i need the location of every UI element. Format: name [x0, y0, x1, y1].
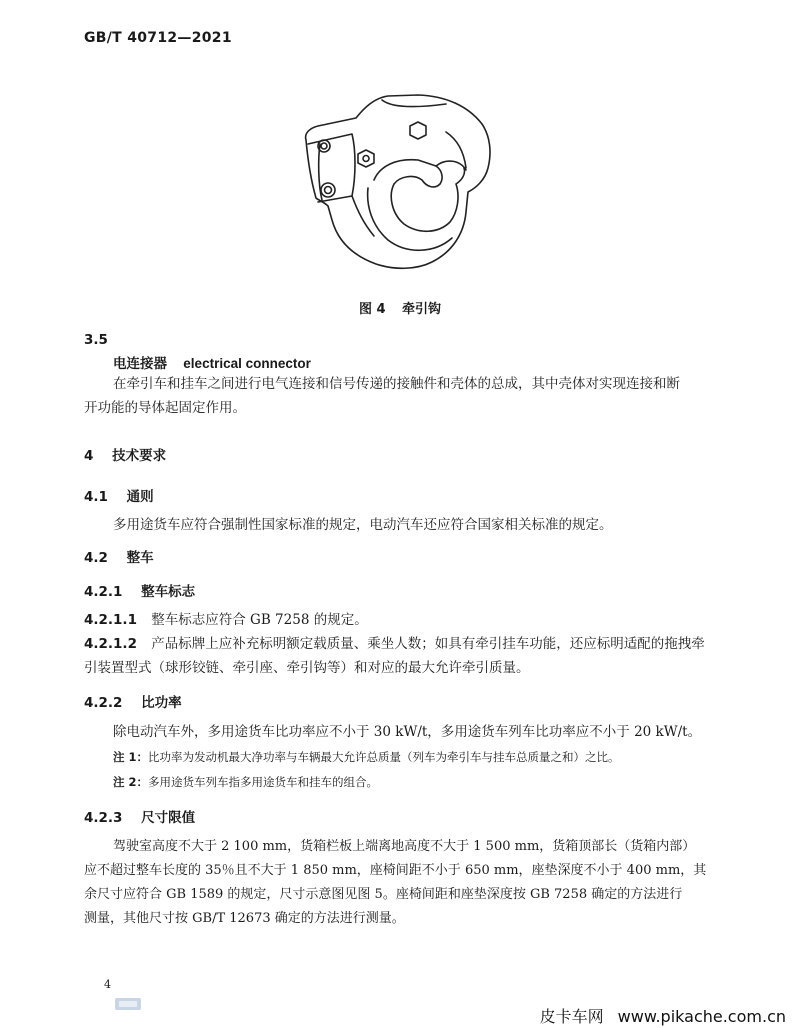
term-heading [113, 352, 311, 372]
watermark-url: www.pikache.com.cn [617, 1007, 786, 1026]
note [113, 748, 620, 766]
definition-line: 在牵引车和挂车之间进行电气连接和信号传递的接触件和壳体的总成，其中壳体对实现连接和断 [113, 376, 680, 392]
note-text: 多用途货车列车指多用途货车和挂车的组合。 [148, 775, 379, 789]
paragraph-line: 测量，其他尺寸按 GB/T 12673 确定的方法进行测量。 [84, 911, 405, 926]
section-number: 4.2.1 [84, 584, 123, 600]
section-title: 整车 [126, 550, 154, 566]
section-heading [84, 546, 154, 566]
section-number: 3.5 [84, 332, 108, 348]
section-heading [84, 691, 182, 711]
figure-caption [0, 298, 800, 317]
clause-text: 整车标志应符合 GB 7258 的规定。 [151, 612, 368, 628]
section-number: 4.1 [84, 489, 108, 505]
section-number: 4.2.2 [84, 695, 123, 711]
definition-line: 开功能的导体起固定作用。 [84, 400, 246, 416]
paragraph-line: 应不超过整车长度的 35％且不大于 1 850 mm，座椅间距不小于 650 mm，座垫深度不小于 400 mm，其 [84, 863, 707, 878]
watermark-logo-icon [114, 996, 142, 1012]
figure-label: 图 4 [358, 302, 386, 317]
watermark [540, 1004, 786, 1027]
note-text: 比功率为发动机最大净功率与车辆最大允许总质量（列车为牵引车与挂车总质量之和）之比。 [148, 750, 620, 764]
section-number: 4 [84, 448, 94, 464]
section-number: 4.2 [84, 550, 108, 566]
clause [84, 608, 368, 632]
section-heading [84, 444, 166, 464]
clause-text: 引装置型式（球形铰链、牵引座、牵引钩等）和对应的最大允许牵引质量。 [84, 660, 530, 676]
section-heading [84, 580, 195, 600]
section-title: 技术要求 [112, 448, 167, 464]
section-title: 尺寸限值 [141, 810, 196, 826]
note [113, 773, 378, 791]
term-cn: 电连接器 [113, 356, 167, 372]
paragraph-line: 余尺寸应符合 GB 1589 的规定，尺寸示意图见图 5。座椅间距和座垫深度按 GB 7258 确定的方法进行 [84, 887, 683, 902]
standard-code: GB/T 40712—2021 [84, 30, 232, 46]
clause-number: 4.2.1.2 [84, 636, 137, 652]
paragraph: 多用途货车应符合强制性国家标准的规定，电动汽车还应符合国家相关标准的规定。 [113, 517, 613, 533]
section-title: 整车标志 [141, 584, 196, 600]
watermark-site-name: 皮卡车网 [539, 1007, 604, 1026]
section-number: 4.2.3 [84, 810, 123, 826]
clause [84, 632, 705, 656]
section-title: 通则 [126, 489, 154, 505]
section-heading [84, 806, 195, 826]
section-title: 比功率 [141, 695, 182, 711]
section-heading [84, 485, 154, 505]
term-en: electrical connector [183, 356, 311, 371]
tow-hook-drawing [296, 88, 496, 278]
paragraph: 除电动汽车外，多用途货车比功率应不小于 30 kW/t，多用途货车列车比功率应不小于 20 kW/t。 [113, 724, 702, 740]
note-label: 注 2： [113, 775, 149, 789]
clause-text: 产品标牌上应补充标明额定载质量、乘坐人数；如具有牵引挂车功能，还应标明适配的拖拽牵 [151, 636, 705, 652]
page-number: 4 [104, 978, 111, 991]
figure-title: 牵引钩 [402, 302, 442, 317]
clause-number: 4.2.1.1 [84, 612, 137, 628]
note-label: 注 1： [113, 750, 149, 764]
paragraph-line: 驾驶室高度不大于 2 100 mm，货箱栏板上端离地高度不大于 1 500 mm，货箱顶部长（货箱内部） [113, 839, 696, 854]
